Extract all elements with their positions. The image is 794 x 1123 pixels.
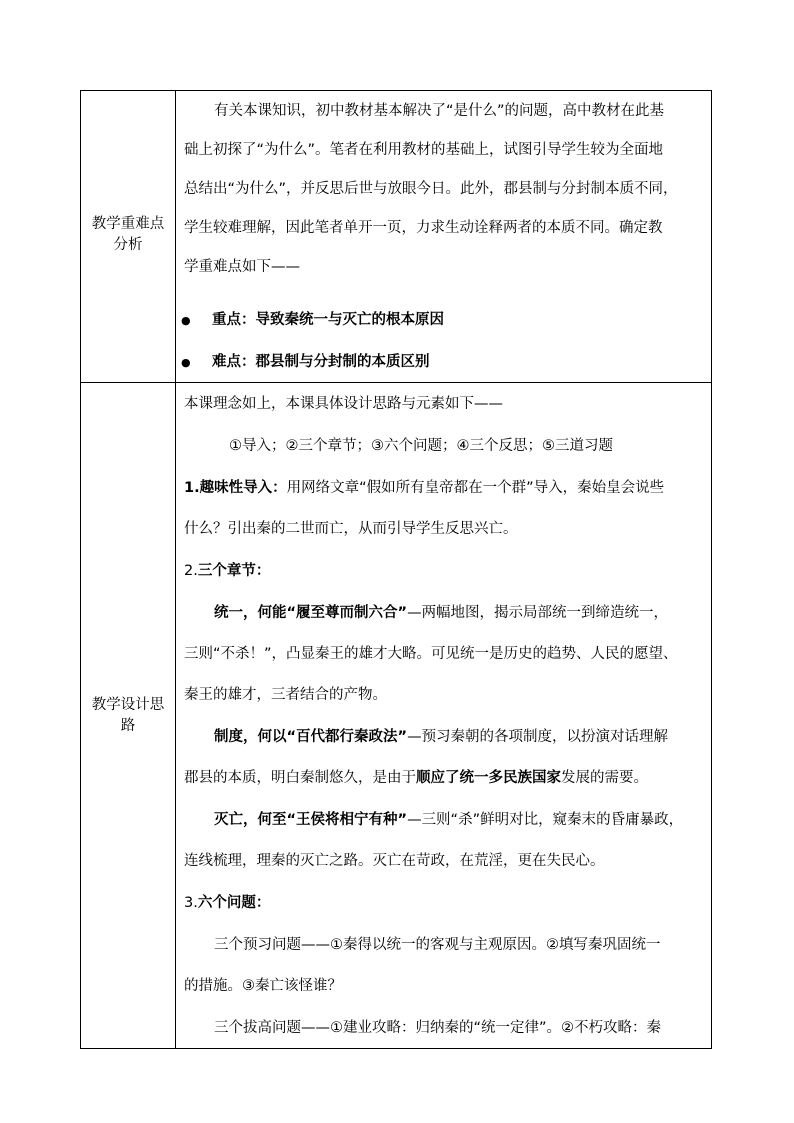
paragraph-line: 学重难点如下—— — [184, 259, 300, 275]
paragraph-line: 有关本课知识，初中教材基本解决了“是什么”的问题，高中教材在此基 — [214, 103, 665, 119]
key-point-item: 重点：导致秦统一与灭亡的根本原因 — [212, 312, 444, 328]
paragraph-line: 总结出“为什么”，并反思后世与放眼今日。此外，郡县制与分封制本质不同， — [184, 181, 678, 197]
section-heading: 3.六个问题： — [184, 895, 271, 911]
row-label-design-ideas: 教学设计思 路 — [91, 697, 165, 734]
design-table — [80, 90, 712, 1049]
paragraph-line: 三个拔高问题——①建业攻略：归纳秦的“统一定律”。②不朽攻略：秦 — [214, 1020, 662, 1036]
row-label-key-points: 教学重难点 分析 — [91, 216, 165, 253]
paragraph-line: 础上初探了“为什么”。笔者在利用教材的基础上，试图引导学生较为全面地 — [184, 142, 664, 158]
paragraph-line: 学生较难理解，因此笔者单开一页，力求生动诠释两者的本质不同。确定教 — [184, 220, 663, 236]
elements-list: ①导入；②三个章节；③六个问题；④三个反思；⑤三道习题 — [229, 438, 613, 454]
bullet-icon: ● — [181, 314, 191, 327]
paragraph-line: 连线梳理，理秦的灭亡之路。灭亡在苛政，在荒淫，更在失民心。 — [184, 853, 605, 869]
paragraph-line: 三则“不杀！”，凸显秦王的雄才大略。可见统一是历史的趋势、人民的愿望、 — [184, 646, 678, 662]
difficult-point-item: 难点：郡县制与分封制的本质区别 — [212, 354, 430, 370]
intro-line: 本课理念如上，本课具体设计思路与元素如下—— — [184, 396, 503, 412]
paragraph-line: 1.趣味性导入：用网络文章“假如所有皇帝都在一个群”导入，秦始皇会说些 — [184, 480, 665, 496]
row-divider — [81, 382, 711, 383]
paragraph-line: 制度，何以“百代都行秦政法”—预习秦朝的各项制度，以扮演对话理解 — [214, 729, 669, 745]
section-heading: 2.三个章节： — [184, 563, 271, 579]
column-divider — [175, 91, 176, 1048]
paragraph-line: 秦王的雄才，三者结合的产物。 — [184, 687, 387, 703]
paragraph-line: 灭亡，何至“王侯将相宁有种”—三则“杀”鲜明对比，窥秦末的昏庸暴政， — [214, 812, 684, 828]
paragraph-line: 郡县的本质，明白秦制悠久，是由于顺应了统一多民族国家发展的需要。 — [184, 770, 648, 786]
bullet-icon: ● — [181, 356, 191, 369]
paragraph-line: 的措施。③秦亡该怪谁？ — [184, 978, 342, 994]
paragraph-line: 三个预习问题——①秦得以统一的客观与主观原因。②填写秦巩固统一 — [214, 937, 661, 953]
paragraph-line: 什么？引出秦的二世而亡，从而引导学生反思兴亡。 — [184, 521, 518, 537]
paragraph-line: 统一，何能“履至尊而制六合”—两幅地图，揭示局部统一到缔造统一， — [214, 605, 669, 621]
